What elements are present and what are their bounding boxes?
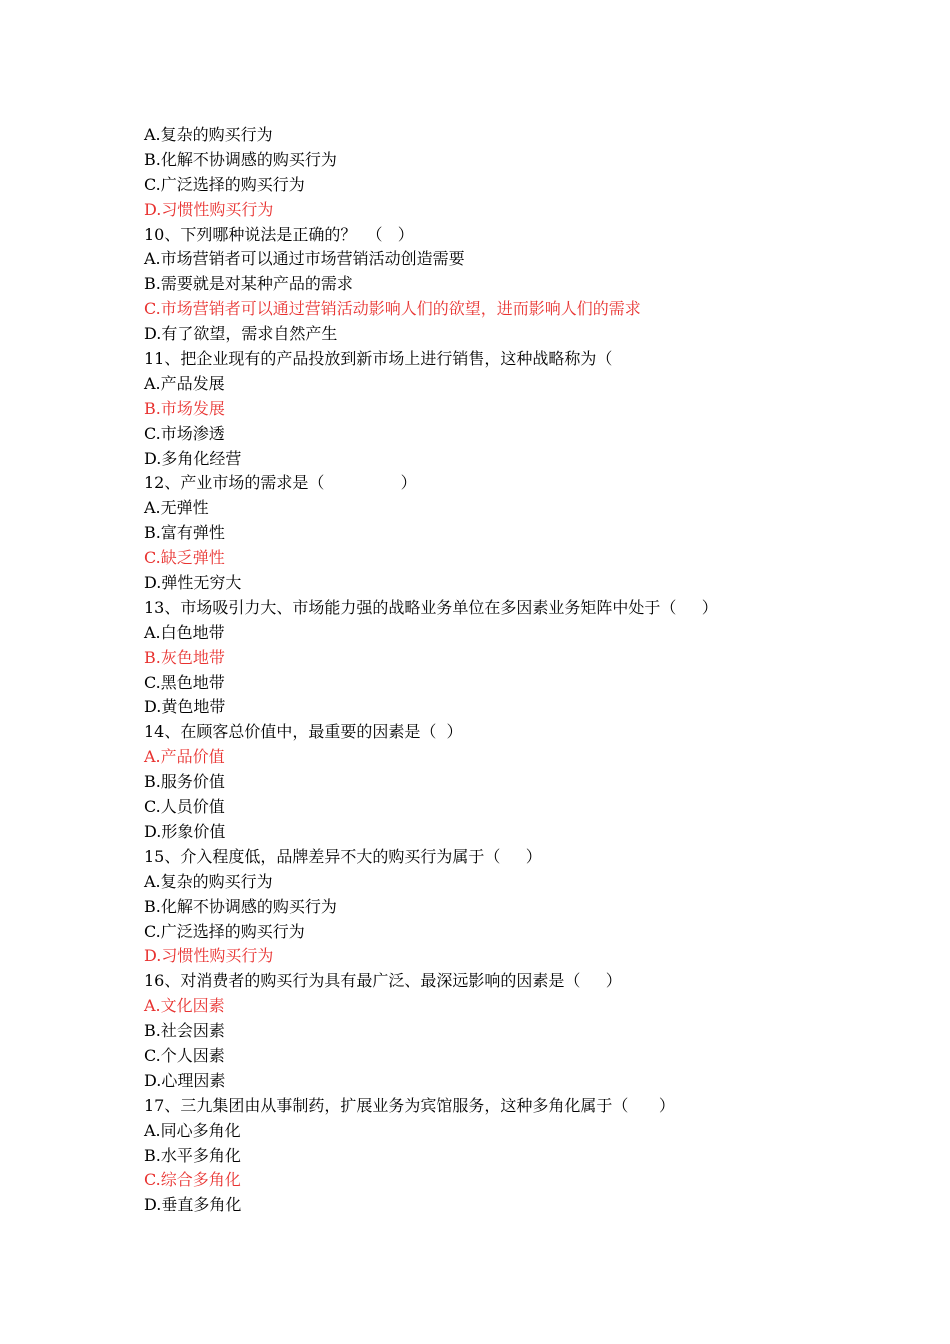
- option: B.水平多角化: [144, 1145, 241, 1165]
- option: D.有了欲望，需求自然产生: [144, 324, 338, 344]
- option: B.服务价值: [144, 772, 225, 792]
- question-stem: 10、下列哪种说法是正确的？ （ ）: [144, 224, 414, 244]
- question-stem: 14、在顾客总价值中，最重要的因素是（ ）: [144, 722, 463, 742]
- option: B.社会因素: [144, 1021, 225, 1041]
- question-stem: 16、对消费者的购买行为具有最广泛、最深远影响的因素是（ ）: [144, 971, 622, 991]
- option: C.广泛选择的购买行为: [144, 174, 305, 194]
- option: C.黑色地带: [144, 672, 225, 692]
- option: A.无弹性: [144, 498, 209, 518]
- option: D.弹性无穷大: [144, 573, 242, 593]
- question-stem: 15、介入程度低，品牌差异不大的购买行为属于（ ）: [144, 846, 542, 866]
- option: A.白色地带: [144, 622, 225, 642]
- option: A.市场营销者可以通过市场营销活动创造需要: [144, 249, 465, 269]
- document-page: [144, 123, 844, 1218]
- option: A.产品发展: [144, 373, 225, 393]
- correct-option: A.文化因素: [144, 996, 225, 1016]
- option: C.个人因素: [144, 1045, 225, 1065]
- correct-option: C.市场营销者可以通过营销活动影响人们的欲望，进而影响人们的需求: [144, 299, 641, 319]
- option: A.复杂的购买行为: [144, 871, 273, 891]
- option: D.垂直多角化: [144, 1195, 242, 1215]
- question-list: [144, 123, 844, 1218]
- question-stem: 12、产业市场的需求是（ ）: [144, 473, 417, 493]
- option: D.黄色地带: [144, 697, 226, 717]
- question-stem: 11、把企业现有的产品投放到新市场上进行销售，这种战略称为（: [144, 349, 613, 369]
- option: D.形象价值: [144, 821, 226, 841]
- correct-option: C.综合多角化: [144, 1170, 241, 1190]
- question-stem: 17、三九集团由从事制药，扩展业务为宾馆服务，这种多角化属于（ ）: [144, 1095, 675, 1115]
- option: D.多角化经营: [144, 448, 242, 468]
- option: B.化解不协调感的购买行为: [144, 149, 337, 169]
- option: D.心理因素: [144, 1070, 226, 1090]
- correct-option: B.市场发展: [144, 398, 225, 418]
- question-stem: 13、市场吸引力大、市场能力强的战略业务单位在多因素业务矩阵中处于（ ）: [144, 597, 718, 617]
- option: C.人员价值: [144, 797, 225, 817]
- option: A.同心多角化: [144, 1120, 241, 1140]
- correct-option: D.习惯性购买行为: [144, 946, 274, 966]
- option: C.广泛选择的购买行为: [144, 921, 305, 941]
- option: C.市场渗透: [144, 423, 225, 443]
- correct-option: D.习惯性购买行为: [144, 199, 274, 219]
- correct-option: B.灰色地带: [144, 647, 225, 667]
- correct-option: C.缺乏弹性: [144, 548, 225, 568]
- correct-option: A.产品价值: [144, 747, 225, 767]
- option: B.富有弹性: [144, 523, 225, 543]
- option: B.需要就是对某种产品的需求: [144, 274, 353, 294]
- option: B.化解不协调感的购买行为: [144, 896, 337, 916]
- option: A.复杂的购买行为: [144, 125, 273, 144]
